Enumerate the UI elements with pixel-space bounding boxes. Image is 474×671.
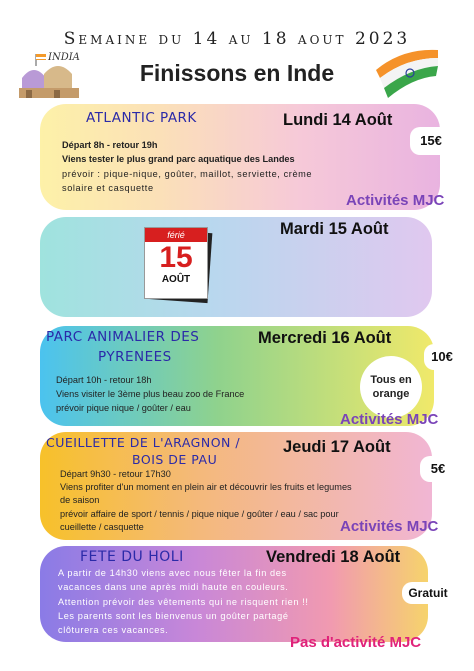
info-line: Départ 10h - retour 18h [56, 375, 152, 385]
info-line: de saison [60, 495, 100, 505]
calendar-month: AOÛT [161, 274, 191, 285]
day-title: Mercredi 16 Août [258, 329, 392, 347]
activity-title-line1: CUEILLETTE DE L'ARAGNON / [46, 435, 241, 450]
activity-title-line2: BOIS DE PAU [132, 452, 218, 467]
day-title: Mardi 15 Août [280, 220, 389, 238]
info-line: Attention prévoir des vêtements qui ne risquent rien !! [58, 597, 309, 607]
activity-title: FETE DU HOLI [80, 549, 184, 565]
price-badge: 10€ [424, 344, 460, 370]
info-line: clôturera ces vacances. [58, 625, 169, 635]
mjc-label: Activités MJC [340, 518, 439, 535]
dress-code-badge [360, 356, 422, 418]
india-label: INDIA [48, 52, 80, 63]
info-line: prévoir : pique-nique, goûter, maillot, serviette, crème [62, 169, 313, 179]
week-heading: Semaine du 14 au 18 aout 2023 [63, 29, 411, 49]
no-activity-label: Pas d'activité MJC [290, 634, 422, 651]
india-flag-icon [372, 44, 442, 102]
info-line: Les parents sont les bienvenus un goûter partagé [58, 611, 289, 621]
page-title: Finissons en Inde [139, 60, 335, 86]
price-badge: Gratuit [402, 582, 454, 604]
info-line: prévoir affaire de sport / tennis / pique nique / goûter / eau / sac pour [60, 509, 339, 519]
day-title: Lundi 14 Août [283, 111, 393, 129]
calendar-icon [142, 227, 212, 303]
calendar-holiday-label: férié [145, 228, 207, 242]
price-badge: 15€ [410, 127, 452, 155]
activity-title: ATLANTIC PARK [86, 110, 197, 126]
info-line: Départ 9h30 - retour 17h30 [60, 469, 171, 479]
day-title: Vendredi 18 Août [266, 548, 401, 566]
mjc-label: Activités MJC [340, 411, 439, 428]
info-line: solaire et casquette [62, 183, 154, 193]
info-line: A partir de 14h30 viens avec nous fêter la fin des [58, 568, 287, 578]
info-line: cueillette / casquette [60, 522, 144, 532]
info-line: Viens tester le plus grand parc aquatique des Landes [62, 154, 295, 164]
calendar-day-number: 15 [159, 241, 193, 274]
price-badge: 5€ [420, 456, 456, 482]
info-line: Viens profiter d'un moment en plein air et découvrir les fruits et legumes [60, 482, 352, 492]
dress-code-text: Tous en orange [370, 374, 412, 400]
activity-title-line1: PARC ANIMALIER DES [46, 329, 200, 345]
info-line: prévoir pique nique / goûter / eau [56, 403, 191, 413]
info-line: Départ 8h - retour 19h [62, 140, 158, 150]
activity-title-line2: PYRENEES [98, 349, 172, 365]
info-line: Viens visiter le 3ème plus beau zoo de France [56, 389, 245, 399]
day-title: Jeudi 17 Août [283, 438, 391, 456]
info-line: vacances dans une après midi haute en couleurs. [58, 582, 289, 592]
mjc-label: Activités MJC [346, 192, 445, 209]
